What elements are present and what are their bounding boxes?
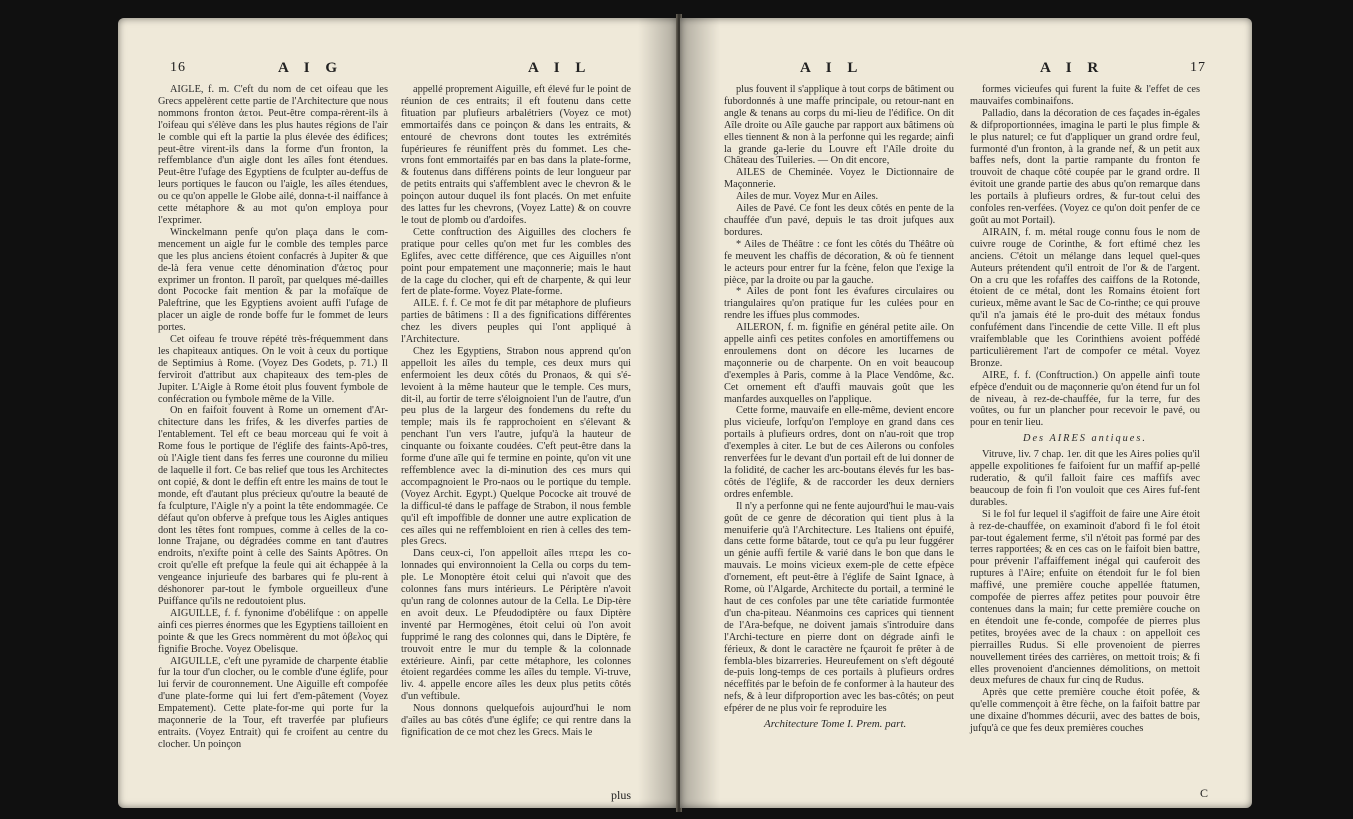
page-number-left: 16 xyxy=(170,60,186,75)
paragraph: Chez les Egyptiens, Strabon nous apprend qu'on appelloit les aîles du temple, ces deux murs qui enfermoient les deux côtés du Pronaos, & qui s'é-levoient à la même hauteur que le temple. Ces murs, dit-il, au fortir de terre s'éloignoient l'un de l'autre, d'un peu plus de la largeur des fondemens du refte du temple; mais ils fe rapprochoient en s'élevant & penchant l'un vers l'autre, jufqu'à la hauteur de cinquante ou foixante coudées. C'eft peut-être dans la forme d'une aîle qui fe termine en pointe, qu'on vit une reffemblence avec la di-minution des ces murs qui accompagnoient le Pro-naos ou le portique du temple. (Voyez Archit. Egypt.) Quelque Pococke ait trouvé de la difficul-té dans le paffage de Strabon, il nous femble qu'il eft impoffible de donner une autre explication de ces aîles qui ne reffembloient en rien à celles des tem-ples Grecs. xyxy=(401,345,631,548)
paragraph: AIRE, f. f. (Conftruction.) On appelle ainfi toute efpèce d'enduit ou de maçonnerie qu'on étend fur un fol de niveau, à rez-de-chauffée, fur la terre, fur des voûtes, ou fur un plancher pour recevoir le pavé, ou pour en tenir lieu. xyxy=(970,369,1200,429)
paragraph: * Ailes de Théâtre : ce font les côtés du Théâtre où fe meuvent les chaffis de décoration, & où fe tiennent le acteurs pour entrer fur la fcène, felon que l'exige la pièce, par la droite ou par la gauche. xyxy=(724,238,954,286)
left-page xyxy=(118,18,678,808)
paragraph: plus fouvent il s'applique à tout corps de bâtiment ou fubordonnés à une maffe principale, ou retour-nant en angle & tenans au corps du mi-lieu de l'édifice. On dit Aîle droite ou Aîle gauche par rapport aux bâtimens où elles tiennent & non à la perfonne qui les regarde; ainfi la grande ga-lerie du Louvre eft l'Aîle droite du Château des Tuileries. — On dit encore, xyxy=(724,84,954,167)
paragraph: AIGUILLE, c'eft une pyramide de charpente établie fur la tour d'un clocher, ou le comble d'une églife, pour lui fervir de couronnement. Une Aiguille eft compofée d'une plate-forme qui lui fert d'em-pâtement (Voyez Empatement). Cette plate-for-me qui porte fur la maçonnerie de la Tour, eft traverfée par plufieurs entraits. (Voyez Entrait) qui fe croifent au centre du clocher. Un poinçon xyxy=(158,655,388,750)
paragraph: * Ailes de pont font les évafures circulaires ou triangulaires qu'on pratique fur les culées pour en rendre les iffues plus commodes. xyxy=(724,286,954,322)
paragraph: Cette forme, mauvaife en elle-même, devient encore plus vicieufe, lorfqu'on l'employe en grand dans ces portails à plufieurs ordres, dont on n'au-roit que trop d'exemples à citer. Le but de ces Ailerons ou confoles renverfées fur le devant d'un portail eft de lui donner de la folidité, de cacher les arc-boutans élevés fur les bas-côtés de l'églife, & de raccorder les deux derniers ordres enfemble. xyxy=(724,405,954,500)
paragraph: AIGUILLE, f. f. fynonime d'obélifque : on appelle ainfi ces pierres énormes que les Egyptiens tailloient en pointe & que les Grecs nommèrent du mot ὀβελος qui fignifie Broche. Voyez Obelisque. xyxy=(158,607,388,655)
running-head-right-a: A I L xyxy=(800,60,864,76)
paragraph: Il n'y a perfonne qui ne fente aujourd'hui le mau-vais goût de ce genre de décoration qui tient plus à la menuiferie qu'à l'Architecture. Les Italiens ont épuifé, dans cette forme bâtarde, tout ce qu'a pu leur fuggérer un génie auffi fertile & varié dans le bon que dans le mauvais. Le moins vicieux exem-ple de cette efpèce d'ornement, eft peut-être à l'églife de Saint Ignace, à Rome, où l'Algarde, Architecte du portail, a terminé le haut de ces confoles par une tête cariatide furmontée d'un cha-piteau. Néanmoins ces caprices qui tiennent de l'Ara-befque, ne doivent jamais s'introduire dans l'Archi-tecture en pierre dont on dégrade ainfi le férieux, & dont le caractère ne fçauroit fe prêter à de fembla-bles bizarreries. Heureufement on s'eft dégouté de-puis long-temps de ces portails à plufieurs ordres néceffités par le befoin de fe conformer à la hauteur des nefs, & à leur difproportion avec les bas-côtés; on peut efpérer de ne plus voir fe reproduire les xyxy=(724,500,954,715)
paragraph: Dans ceux-ci, l'on appelloit aîles πτερα les co-lonnades qui environnoient la Cella ou corps du tem-ple. Le Monoptère étoit celui qui n'avoit que des colonnes fans murs intérieurs. Le Périptère n'avoit qu'un rang de colonnes autour de la Cella. Le Dip-tère en avoit deux. Le Pfeudodiptère ou faux Diptère inventé par Hermogènes, étoit celui où l'on avoit fupprimé le rang des colonnes qui, dans le Diptère, fe trouvoit entre le mur du temple & la colonnade extérieure. Ainfi, par cette métaphore, les colonnes étoient regardées comme les aîles du temple. Vi-truve, liv. 4. appelle encore aîles les deux plus petits côtés d'un veftibule. xyxy=(401,548,631,703)
paragraph: AILES de Cheminée. Voyez le Dictionnaire de Maçonnerie. xyxy=(724,167,954,191)
right-page-column-2 xyxy=(970,84,1200,735)
running-head-left-a: A I G xyxy=(278,60,344,76)
right-page-column-1 xyxy=(724,84,954,731)
paragraph: Ailes de mur. Voyez Mur en Ailes. xyxy=(736,191,879,203)
left-page-column-1 xyxy=(158,84,388,751)
paragraph: AIGLE, f. m. C'eft du nom de cet oifeau que les Grecs appelèrent cette partie de l'Architecture que nous nommons fronton ἀετοι. Peut-être compa-rèrent-ils à l'oifeau qui s'élève dans les plus hautes régions de l'air le comble qui eft la partie la plus élevée des édifices; peut-être virent-ils dans la forme d'un fronton, la reffemblance d'un aigle dont les aîles font étendues. Peut-être l'ufage des Egyptiens de fculpter au-deffus de leurs portiques le faucon ou l'aigle, les aîles étendues, ou ce qu'on appelle le Globe ailé, donna-t-il naiffance à cette métaphore & au mot qu'on employa pour l'exprimer. xyxy=(158,84,388,226)
paragraph: AILERON, f. m. fignifie en général petite aile. On appelle ainfi ces petites confoles en amortiffemens ou enroulemens dont on décore les lucarnes de maçonnerie ou de charpente. On en voit beaucoup d'exemples à Paris, comme à la Place Vendôme, &c. Cet ornement eft d'auffi mauvais goût que les manfardes auxquelles on l'applique. xyxy=(724,322,954,405)
paragraph: appellé proprement Aiguille, eft élevé fur le point de réunion de ces entraits; il eft foutenu dans cette fituation par plufieurs arbalétriers (Voyez ce mot) emmortaifés dans ce poinçon & dans les entraits, & entouré de chevrons dont toutes les extrémités fupérieures fe réuniffent près du fommet. Les che-vrons font emmortaifés par en bas dans la plate-forme, & foutenus dans différens points de leur longueur par de petits entraits qui s'affemblent avec le chevron & le poinçon autour duquel ils font placés. On met enfuite des lattes fur les chevrons, (Voyez Latte) & on couvre le tout de plomb ou d'ardoifes. xyxy=(401,84,631,226)
paragraph: Cette conftruction des Aiguilles des clochers fe pratique pour celles qu'on met fur les combles des Eglifes, avec cette différence, que ces Aiguilles n'ont point pour empatement une maçonnerie; mais le haut de la cage du clocher, qui eft de charpente, & qui leur fert de plate-forme. Voyez Plate-forme. xyxy=(401,226,631,298)
gutter-shadow-right xyxy=(680,18,720,808)
gutter-shadow-left xyxy=(638,18,678,808)
catchword-right: C xyxy=(1200,786,1209,800)
paragraph: Palladio, dans la décoration de ces façades in-égales & difproportionnées, imagina le parti le plus fimple & le plus naturel; ce fut d'appliquer un grand ordre feul, furmonté d'un fronton, à la grande nef, & un petit aux baffes nefs, dont la partie rampante du fronton fe trouvoit de chaque côté coupée par le grand ordre. Il évitoit une grande partie des abus qu'on remarque dans les portails à plufieurs ordres, & fur-tout celui des confoles ren-verfées. (Voyez ce qu'on doit penfer de ce goût au mot Portail). xyxy=(970,107,1200,226)
paragraph: Ailes de Pavé. Ce font les deux côtés en pente de la chauffée d'un pavé, depuis le tas droit jufques aux bordures. xyxy=(724,203,954,238)
paragraph: formes vicieufes qui furent la fuite & l'effet de ces mauvaifes combinaifons. xyxy=(970,84,1200,107)
page-number-right: 17 xyxy=(1190,60,1206,75)
paragraph: Winckelmann penfe qu'on plaça dans le com-mencement un aigle fur le comble des temples parce que les plus anciens étoient confacrés à Jupiter & que de-là fera venue cette dénomination d'ἀετος pour exprimer un fronton. Il paroît, par quelques mé-dailles dont Pococke fait mention & par la mofaïque de Paleftrine, que les Egyptiens avoient auffi l'ufage de placer un aigle de ronde boffe fur le fommet de leurs portes. xyxy=(158,226,388,334)
paragraph: AIRAIN, f. m. métal rouge connu fous le nom de cuivre rouge de Corinthe, & fort eftimé chez les anciens. C'étoit un mélange dans lequel quel-ques Auteurs prétendent qu'il entroit de l'or & de l'argent. On a cru que les rofaffes des caiffons de la Rotonde, étoient de ce métal, dont les Romains étoient fort curieux, même avant le Sac de Co-rinthe; ce qui prouve qu'il n'a jamais été le pro-duit des métaux fondus confufément dans l'incendie de cette Ville. Il eft plus vraifemblable que les Corinthiens avoient poffédé particulièrement l'art de compofer ce métal. Voyez Bronze. xyxy=(970,226,1200,369)
catchword-left: plus xyxy=(611,788,632,802)
section-heading: Des AIRES antiques. xyxy=(1023,433,1147,445)
left-page-column-2 xyxy=(401,84,631,739)
paragraph: Vitruve, liv. 7 chap. 1er. dit que les Aires polies qu'il appelle expolitiones fe faifoient fur un maffif ap-pellé ruderatio, & qu'il falloit faire ces maffifs avec beaucoup de foin fi l'on vouloit que ces Aires fuf-fent durables. xyxy=(970,449,1200,508)
paragraph: Après que cette première couche étoit pofée, & qu'elle commençoit à être fèche, on la faifoit battre par une dixaine d'hommes décurii, avec des battes de bois, jufqu'à ce que fes deux premières couches xyxy=(970,687,1200,735)
paragraph: Cet oifeau fe trouve répété très-fréquemment dans les chapiteaux antiques. On le voit à ceux du portique de Septimius à Rome. (Voyez Des Godets, p. 71.) Il ferviroit d'attribut aux chapiteaux des tem-ples de Jupiter. L'Aigle à Rome étoit plus fouvent fymbole de confécration ou fymbole même de la Ville. xyxy=(158,334,388,405)
paragraph: AILE. f. f. Ce mot fe dit par métaphore de plufieurs parties de bâtimens : Il a des fignifications différentes chez les divers peuples qui l'ont appliqué à l'Architecture. xyxy=(401,298,631,346)
running-head-left-b: A I L xyxy=(528,60,592,76)
paragraph: On en faifoit fouvent à Rome un ornement d'Ar-chitecture dans les frifes, & les diverfes parties de l'entablement. Tel eft ce beau morceau qui fe voit à Rome fous le portique de l'églife des faints-Apô-tres, où l'Aigle tient dans fes ferres une couronne du milieu de laquelle il fort. Ce bas relief que tous les Architectes ont copié, & dont le deffin eft entre les mains de tout le monde, eft d'autant plus précieux qu'outre la beauté de fa fculpture, l'Aigle n'y a point la tête endommagée. Ce défaut qu'on obferve à prefque tous les Aigles antiques dont les têtes font rompues, comme à celles de la co-lonne Trajane, ou dégradées comme en tant d'autres endroits, n'exifte point à celle des Saints Apôtres. On croit qu'elle eft prefque la feule qui ait échappée à la vengeance injurieufe des barbares qui fe plu-rent à déshonorer par-tout le fymbole orgueilleux d'une Puiffance qu'ils ne redoutoient plus. xyxy=(158,405,388,607)
running-head-right-b: A I R xyxy=(1040,60,1105,76)
paragraph: Si le fol fur lequel il s'agiffoit de faire une Aire étoit à rez-de-chauffée, on examinoit d'abord fi le fol étoit par-tout également ferme, s'il n'étoit pas formé par des terres rapportées; & en ces cas on le faifoit bien battre, pour prévenir l'affaiffement inégal qui cauferoit des ruptures à l'Aire; enfuite on étendoit fur le fol bien maffivé, une première couche appellée ftatumen, compofée de pierres affez petites pour pouvoir être contenues dans la main; fur cette première couche on en étendoit une fe-conde, compofée de pierres plus petites, broyées avec de la chaux : on appelloit ces pierrailles Rudus. Si elle provenoient de pierres nouvellement tirées des carrières, on mettoit trois; & fi elles provenoient d'anciennes démolitions, on mettoit deux mefures de chaux fur cinq de Rudus. xyxy=(970,508,1200,687)
paragraph: Nous donnons quelquefois aujourd'hui le nom d'aîles au bas côtés d'une églife; ce qui rentre dans la fignification de ce mot chez les Grecs. Mais le xyxy=(401,703,631,738)
right-page xyxy=(680,18,1252,808)
volume-footer: Architecture Tome I. Prem. part. xyxy=(764,718,907,731)
